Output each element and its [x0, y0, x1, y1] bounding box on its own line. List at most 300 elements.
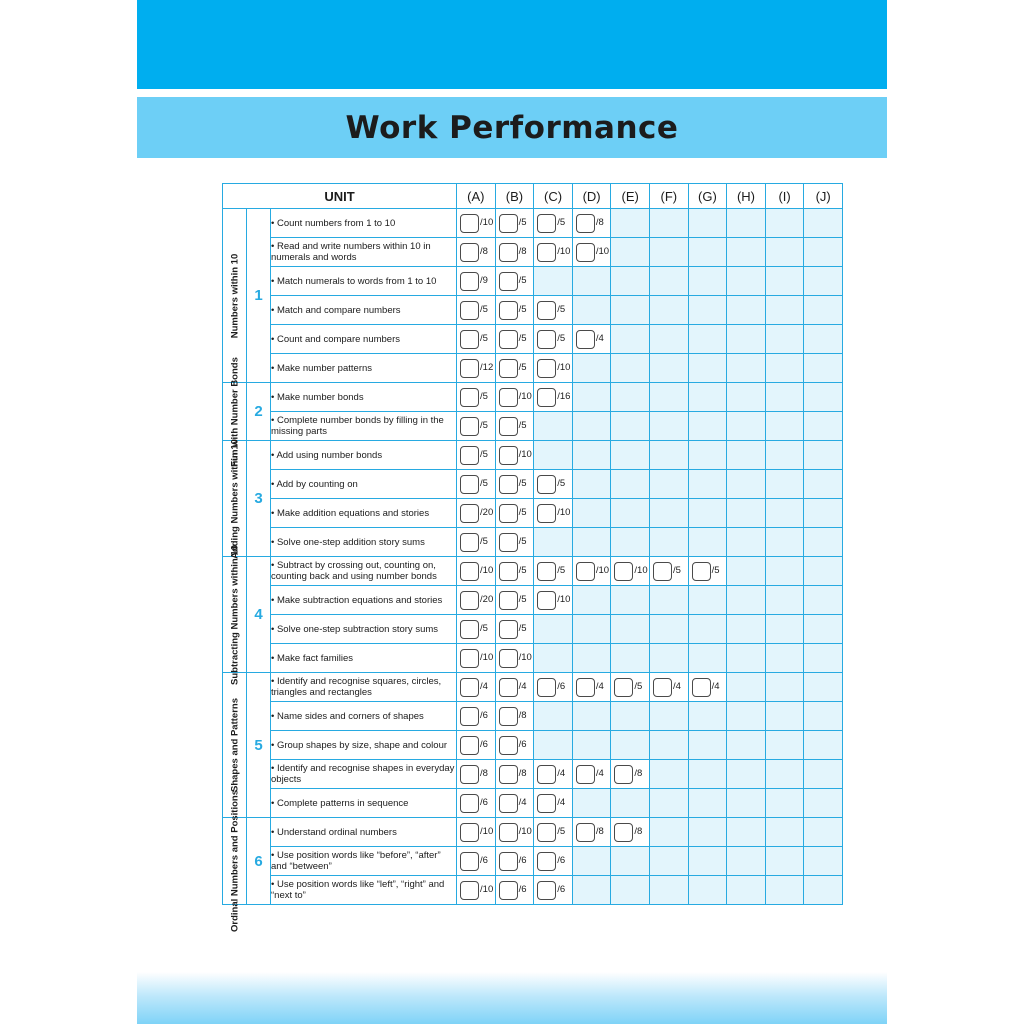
- empty-score-cell: [650, 296, 689, 325]
- max-score-label: /5: [518, 478, 527, 489]
- empty-score-cell: [727, 818, 766, 847]
- table-row: [223, 499, 843, 528]
- empty-score-cell: [650, 528, 689, 557]
- score-input-box[interactable]: [537, 388, 556, 407]
- max-score-label: /6: [518, 739, 527, 750]
- score-input-box[interactable]: [537, 301, 556, 320]
- table-row: [223, 325, 843, 354]
- score-input-box[interactable]: [614, 765, 633, 784]
- table-body: [223, 209, 843, 932]
- empty-score-cell: [727, 238, 766, 267]
- max-score-label: /10: [595, 246, 610, 257]
- score-cell: [495, 354, 534, 383]
- section-title: [223, 438, 247, 559]
- empty-score-cell: [611, 586, 650, 615]
- score-input-box[interactable]: [614, 562, 633, 581]
- empty-score-cell: [727, 296, 766, 325]
- task-description: • Understand ordinal numbers: [271, 818, 457, 847]
- empty-score-cell: [572, 876, 611, 905]
- score-cell: [534, 383, 573, 412]
- empty-score-cell: [611, 702, 650, 731]
- empty-score-cell: [804, 499, 843, 528]
- empty-score-cell: [765, 267, 804, 296]
- score-input-box[interactable]: [499, 214, 518, 233]
- empty-score-cell: [765, 528, 804, 557]
- empty-score-cell: [650, 499, 689, 528]
- empty-score-cell: [650, 209, 689, 238]
- unit-header: UNIT: [223, 184, 457, 209]
- score-cell: [495, 412, 534, 441]
- max-score-label: /4: [480, 681, 488, 692]
- max-score-label: /5: [557, 304, 566, 315]
- empty-score-cell: [688, 760, 727, 789]
- empty-score-cell: [572, 470, 611, 499]
- table-row: [223, 818, 843, 847]
- score-input-box[interactable]: [537, 243, 556, 262]
- empty-score-cell: [765, 731, 804, 760]
- score-input-box[interactable]: [499, 881, 518, 900]
- score-input-box[interactable]: [460, 765, 479, 784]
- empty-score-cell: [650, 644, 689, 673]
- score-input-box[interactable]: [499, 562, 518, 581]
- score-input-box[interactable]: [499, 736, 518, 755]
- empty-score-cell: [765, 557, 804, 586]
- score-cell: [650, 557, 689, 586]
- max-score-label: /5: [518, 623, 527, 634]
- score-cell: [457, 209, 496, 238]
- section-title-label: Ordinal Numbers and Positions: [229, 790, 240, 932]
- empty-score-cell: [650, 267, 689, 296]
- empty-score-cell: [688, 847, 727, 876]
- empty-score-cell: [727, 876, 766, 905]
- task-description: • Count numbers from 1 to 10: [271, 209, 457, 238]
- table-row: [223, 876, 843, 905]
- score-cell: [534, 789, 573, 818]
- section-title: [223, 544, 247, 685]
- empty-score-cell: [572, 702, 611, 731]
- empty-score-cell: [572, 296, 611, 325]
- score-input-box[interactable]: [692, 678, 711, 697]
- score-input-box[interactable]: [537, 330, 556, 349]
- score-cell: [457, 615, 496, 644]
- max-score-label: /5: [480, 623, 488, 634]
- empty-score-cell: [765, 586, 804, 615]
- empty-score-cell: [804, 325, 843, 354]
- empty-score-cell: [688, 702, 727, 731]
- score-input-box[interactable]: [537, 765, 556, 784]
- score-input-box[interactable]: [576, 562, 595, 581]
- empty-score-cell: [727, 325, 766, 354]
- empty-score-cell: [804, 673, 843, 702]
- task-description: • Use position words like “before”, “after” and “between”: [271, 847, 457, 876]
- empty-score-cell: [611, 383, 650, 412]
- score-input-box[interactable]: [499, 330, 518, 349]
- empty-score-cell: [688, 296, 727, 325]
- max-score-label: /5: [518, 275, 527, 286]
- score-cell: [457, 470, 496, 499]
- empty-score-cell: [650, 354, 689, 383]
- score-cell: [688, 673, 727, 702]
- score-input-box[interactable]: [460, 678, 479, 697]
- column-header: (D): [572, 184, 611, 209]
- score-input-box[interactable]: [576, 765, 595, 784]
- score-input-box[interactable]: [460, 330, 479, 349]
- empty-score-cell: [688, 499, 727, 528]
- empty-score-cell: [804, 441, 843, 470]
- empty-score-cell: [534, 731, 573, 760]
- score-cell: [457, 789, 496, 818]
- max-score-label: /10: [480, 826, 494, 837]
- max-score-label: /5: [557, 217, 566, 228]
- column-header: (G): [688, 184, 727, 209]
- max-score-label: /10: [557, 246, 571, 257]
- empty-score-cell: [688, 731, 727, 760]
- score-input-box[interactable]: [576, 678, 595, 697]
- max-score-label: /10: [634, 565, 648, 576]
- score-input-box[interactable]: [614, 823, 633, 842]
- empty-score-cell: [611, 847, 650, 876]
- score-cell: [688, 557, 727, 586]
- score-input-box[interactable]: [537, 504, 556, 523]
- score-cell: [457, 557, 496, 586]
- score-input-box[interactable]: [499, 765, 518, 784]
- task-description: • Make number patterns: [271, 354, 457, 383]
- empty-score-cell: [765, 209, 804, 238]
- empty-score-cell: [650, 615, 689, 644]
- task-description: • Solve one-step addition story sums: [271, 528, 457, 557]
- empty-score-cell: [534, 615, 573, 644]
- score-cell: [457, 296, 496, 325]
- score-input-box[interactable]: [499, 620, 518, 639]
- empty-score-cell: [611, 412, 650, 441]
- score-cell: [495, 760, 534, 789]
- empty-score-cell: [572, 412, 611, 441]
- score-input-box[interactable]: [614, 678, 633, 697]
- empty-score-cell: [804, 238, 843, 267]
- empty-score-cell: [688, 238, 727, 267]
- empty-score-cell: [688, 412, 727, 441]
- column-header: (E): [611, 184, 650, 209]
- task-description: • Solve one-step subtraction story sums: [271, 615, 457, 644]
- max-score-label: /5: [518, 507, 527, 518]
- empty-score-cell: [688, 209, 727, 238]
- score-input-box[interactable]: [537, 823, 556, 842]
- score-input-box[interactable]: [537, 214, 556, 233]
- score-input-box[interactable]: [460, 591, 479, 610]
- empty-score-cell: [611, 325, 650, 354]
- score-cell: [534, 325, 573, 354]
- score-cell: [534, 760, 573, 789]
- table-row: [223, 528, 843, 557]
- score-input-box[interactable]: [460, 881, 479, 900]
- max-score-label: /5: [518, 594, 527, 605]
- score-input-box[interactable]: [537, 794, 556, 813]
- score-cell: [534, 818, 573, 847]
- column-header: (A): [457, 184, 496, 209]
- max-score-label: /5: [711, 565, 720, 576]
- score-input-box[interactable]: [499, 533, 518, 552]
- empty-score-cell: [572, 789, 611, 818]
- empty-score-cell: [765, 238, 804, 267]
- score-input-box[interactable]: [460, 417, 479, 436]
- empty-score-cell: [572, 499, 611, 528]
- empty-score-cell: [765, 441, 804, 470]
- table-row: [223, 238, 843, 267]
- empty-score-cell: [765, 615, 804, 644]
- score-input-box[interactable]: [499, 852, 518, 871]
- empty-score-cell: [688, 470, 727, 499]
- score-cell: [495, 876, 534, 905]
- score-cell: [534, 847, 573, 876]
- score-cell: [457, 760, 496, 789]
- score-cell: [457, 818, 496, 847]
- column-header: (C): [534, 184, 573, 209]
- empty-score-cell: [650, 702, 689, 731]
- score-input-box[interactable]: [460, 388, 479, 407]
- score-cell: [495, 818, 534, 847]
- table-row: [223, 586, 843, 615]
- score-input-box[interactable]: [499, 272, 518, 291]
- empty-score-cell: [804, 412, 843, 441]
- empty-score-cell: [765, 847, 804, 876]
- empty-score-cell: [804, 383, 843, 412]
- empty-score-cell: [650, 383, 689, 412]
- table-row: [223, 470, 843, 499]
- empty-score-cell: [611, 267, 650, 296]
- unit-number: 4: [247, 557, 271, 673]
- score-cell: [534, 470, 573, 499]
- table-row: [223, 209, 843, 238]
- score-input-box[interactable]: [576, 214, 595, 233]
- task-description: • Identify and recognise squares, circles, triangles and rectangles: [271, 673, 457, 702]
- empty-score-cell: [572, 586, 611, 615]
- score-cell: [457, 238, 496, 267]
- score-input-box[interactable]: [460, 533, 479, 552]
- empty-score-cell: [611, 499, 650, 528]
- empty-score-cell: [765, 702, 804, 731]
- score-input-box[interactable]: [499, 359, 518, 378]
- score-cell: [457, 586, 496, 615]
- empty-score-cell: [765, 296, 804, 325]
- max-score-label: /12: [480, 362, 494, 373]
- max-score-label: /9: [480, 275, 488, 286]
- score-input-box[interactable]: [460, 214, 479, 233]
- empty-score-cell: [688, 267, 727, 296]
- score-input-box[interactable]: [499, 707, 518, 726]
- score-input-box[interactable]: [499, 475, 518, 494]
- section-title: [223, 790, 247, 932]
- empty-score-cell: [765, 354, 804, 383]
- score-input-box[interactable]: [537, 678, 556, 697]
- score-input-box[interactable]: [499, 591, 518, 610]
- score-cell: [495, 470, 534, 499]
- task-description: • Make number bonds: [271, 383, 457, 412]
- empty-score-cell: [650, 760, 689, 789]
- score-input-box[interactable]: [460, 504, 479, 523]
- max-score-label: /6: [518, 855, 527, 866]
- task-description: • Count and compare numbers: [271, 325, 457, 354]
- score-cell: [495, 441, 534, 470]
- score-input-box[interactable]: [499, 823, 518, 842]
- score-cell: [534, 876, 573, 905]
- score-cell: [572, 209, 611, 238]
- empty-score-cell: [727, 209, 766, 238]
- empty-score-cell: [727, 383, 766, 412]
- table-row: [223, 557, 843, 586]
- score-input-box[interactable]: [460, 272, 479, 291]
- score-input-box[interactable]: [460, 562, 479, 581]
- max-score-label: /8: [518, 710, 527, 721]
- score-input-box[interactable]: [537, 852, 556, 871]
- score-input-box[interactable]: [460, 649, 479, 668]
- section-title: [223, 356, 247, 467]
- max-score-label: /16: [557, 391, 571, 402]
- task-description: • Name sides and corners of shapes: [271, 702, 457, 731]
- empty-score-cell: [650, 441, 689, 470]
- score-cell: [457, 383, 496, 412]
- unit-number: 5: [247, 673, 271, 818]
- column-header: (B): [495, 184, 534, 209]
- score-cell: [495, 673, 534, 702]
- score-cell: [534, 296, 573, 325]
- score-input-box[interactable]: [576, 330, 595, 349]
- score-input-box[interactable]: [537, 562, 556, 581]
- empty-score-cell: [765, 644, 804, 673]
- table-row: [223, 412, 843, 441]
- max-score-label: /4: [518, 797, 527, 808]
- score-input-box[interactable]: [653, 678, 672, 697]
- column-header: (J): [804, 184, 843, 209]
- empty-score-cell: [727, 441, 766, 470]
- score-input-box[interactable]: [499, 649, 518, 668]
- empty-score-cell: [650, 325, 689, 354]
- max-score-label: /10: [518, 652, 532, 663]
- empty-score-cell: [688, 876, 727, 905]
- score-cell: [572, 818, 611, 847]
- max-score-label: /6: [518, 884, 527, 895]
- table-row: [223, 731, 843, 760]
- max-score-label: /4: [595, 768, 604, 779]
- top-banner: [137, 0, 887, 89]
- empty-score-cell: [650, 586, 689, 615]
- empty-score-cell: [572, 267, 611, 296]
- score-input-box[interactable]: [499, 243, 518, 262]
- score-cell: [611, 673, 650, 702]
- score-input-box[interactable]: [460, 620, 479, 639]
- max-score-label: /10: [557, 507, 571, 518]
- score-input-box[interactable]: [499, 504, 518, 523]
- max-score-label: /10: [557, 594, 571, 605]
- score-input-box[interactable]: [460, 823, 479, 842]
- score-input-box[interactable]: [692, 562, 711, 581]
- score-input-box[interactable]: [537, 881, 556, 900]
- score-input-box[interactable]: [499, 446, 518, 465]
- empty-score-cell: [804, 267, 843, 296]
- empty-score-cell: [572, 615, 611, 644]
- empty-score-cell: [727, 789, 766, 818]
- max-score-label: /5: [518, 333, 527, 344]
- empty-score-cell: [765, 876, 804, 905]
- table-row: [223, 702, 843, 731]
- score-input-box[interactable]: [576, 243, 595, 262]
- empty-score-cell: [727, 644, 766, 673]
- max-score-label: /8: [518, 768, 527, 779]
- empty-score-cell: [650, 412, 689, 441]
- score-input-box[interactable]: [537, 359, 556, 378]
- score-input-box[interactable]: [499, 417, 518, 436]
- score-input-box[interactable]: [576, 823, 595, 842]
- max-score-label: /10: [480, 565, 494, 576]
- task-description: • Identify and recognise shapes in everyday objects: [271, 760, 457, 789]
- table-header-row: [223, 184, 843, 209]
- empty-score-cell: [688, 441, 727, 470]
- empty-score-cell: [611, 470, 650, 499]
- score-input-box[interactable]: [499, 794, 518, 813]
- score-input-box[interactable]: [460, 707, 479, 726]
- max-score-label: /10: [518, 826, 532, 837]
- score-cell: [495, 383, 534, 412]
- empty-score-cell: [765, 818, 804, 847]
- section-title-label: Shapes and Patterns: [229, 698, 240, 792]
- empty-score-cell: [727, 702, 766, 731]
- score-cell: [457, 847, 496, 876]
- max-score-label: /20: [480, 594, 494, 605]
- empty-score-cell: [572, 731, 611, 760]
- section-title-label: Subtracting Numbers within 10: [229, 544, 240, 685]
- max-score-label: /8: [480, 246, 488, 257]
- empty-score-cell: [572, 441, 611, 470]
- score-input-box[interactable]: [460, 475, 479, 494]
- score-input-box[interactable]: [460, 736, 479, 755]
- score-cell: [534, 673, 573, 702]
- max-score-label: /4: [518, 681, 527, 692]
- score-cell: [611, 760, 650, 789]
- score-input-box[interactable]: [499, 388, 518, 407]
- score-cell: [572, 325, 611, 354]
- empty-score-cell: [727, 760, 766, 789]
- empty-score-cell: [611, 731, 650, 760]
- max-score-label: /5: [557, 333, 566, 344]
- table-row: [223, 267, 843, 296]
- score-cell: [495, 325, 534, 354]
- empty-score-cell: [727, 267, 766, 296]
- score-input-box[interactable]: [653, 562, 672, 581]
- max-score-label: /8: [634, 768, 643, 779]
- score-input-box[interactable]: [460, 852, 479, 871]
- score-input-box[interactable]: [499, 301, 518, 320]
- empty-score-cell: [572, 383, 611, 412]
- empty-score-cell: [650, 847, 689, 876]
- score-input-box[interactable]: [537, 591, 556, 610]
- empty-score-cell: [650, 238, 689, 267]
- score-input-box[interactable]: [460, 301, 479, 320]
- empty-score-cell: [765, 383, 804, 412]
- max-score-label: /10: [595, 565, 610, 576]
- table-row: [223, 296, 843, 325]
- empty-score-cell: [611, 876, 650, 905]
- section-title-label: Adding Numbers within 10: [229, 438, 240, 559]
- empty-score-cell: [727, 586, 766, 615]
- score-input-box[interactable]: [460, 446, 479, 465]
- score-cell: [457, 267, 496, 296]
- score-input-box[interactable]: [460, 243, 479, 262]
- empty-score-cell: [688, 354, 727, 383]
- score-input-box[interactable]: [499, 678, 518, 697]
- score-cell: [611, 557, 650, 586]
- score-input-box[interactable]: [537, 475, 556, 494]
- score-input-box[interactable]: [460, 794, 479, 813]
- score-input-box[interactable]: [460, 359, 479, 378]
